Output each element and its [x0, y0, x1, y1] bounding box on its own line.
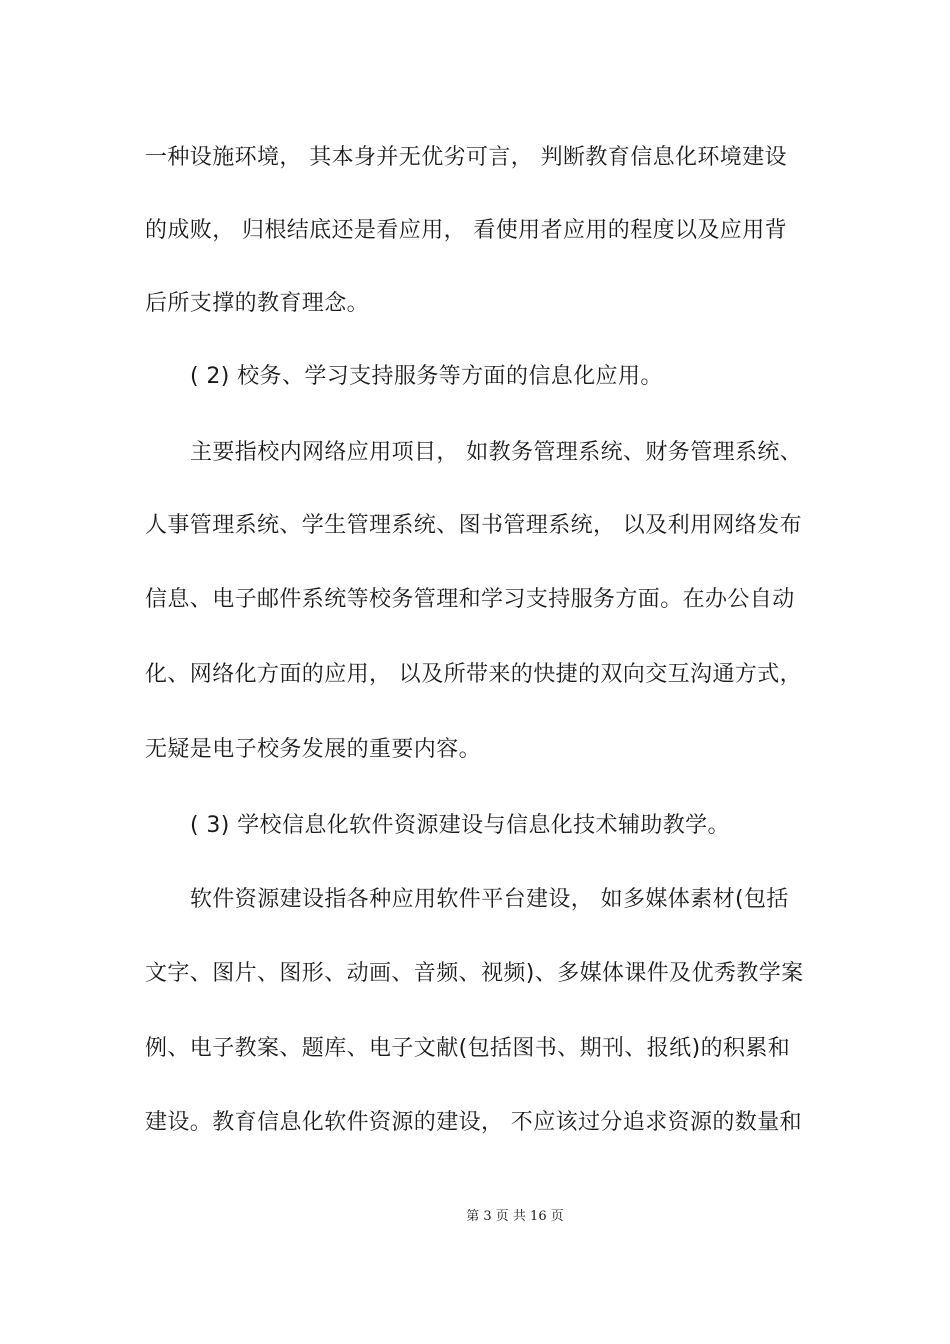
text-line-8: 化、网络化方面的应用， 以及所带来的快捷的双向交互沟通方式， — [145, 662, 802, 687]
text-line-14: 建设。教育信息化软件资源的建设， 不应该过分追求资源的数量和 — [145, 1110, 802, 1135]
text-line-11: 软件资源建设指各种应用软件平台建设， 如多媒体素材(包括 — [190, 887, 789, 912]
text-line-2: 的成败， 归根结底还是看应用， 看使用者应用的程度以及应用背 — [145, 218, 787, 243]
text-line-13: 例、电子教案、题库、电子文献(包括图书、期刊、报纸)的积累和 — [145, 1036, 791, 1061]
text-line-6: 人事管理系统、学生管理系统、图书管理系统， 以及利用网络发布 — [145, 513, 802, 538]
text-line-1: 一种设施环境， 其本身并无优劣可言， 判断教育信息化环境建设 — [145, 145, 787, 170]
text-line-12: 文字、图片、图形、动画、音频、视频)、多媒体课件及优秀教学案 — [145, 961, 804, 986]
section-heading-3: ( 3) 学校信息化软件资源建设与信息化技术辅助教学。 — [190, 813, 730, 838]
text-line-3: 后所支撑的教育理念。 — [145, 291, 370, 316]
section-heading-2: ( 2) 校务、学习支持服务等方面的信息化应用。 — [190, 364, 663, 389]
text-line-7: 信息、电子邮件系统等校务管理和学习支持服务方面。在办公自动 — [145, 587, 795, 612]
text-line-5: 主要指校内网络应用项目， 如教务管理系统、财务管理系统、 — [190, 440, 803, 465]
text-line-9: 无疑是电子校务发展的重要内容。 — [145, 737, 482, 762]
page-number-footer: 第 3 页 共 16 页 — [466, 1209, 564, 1224]
